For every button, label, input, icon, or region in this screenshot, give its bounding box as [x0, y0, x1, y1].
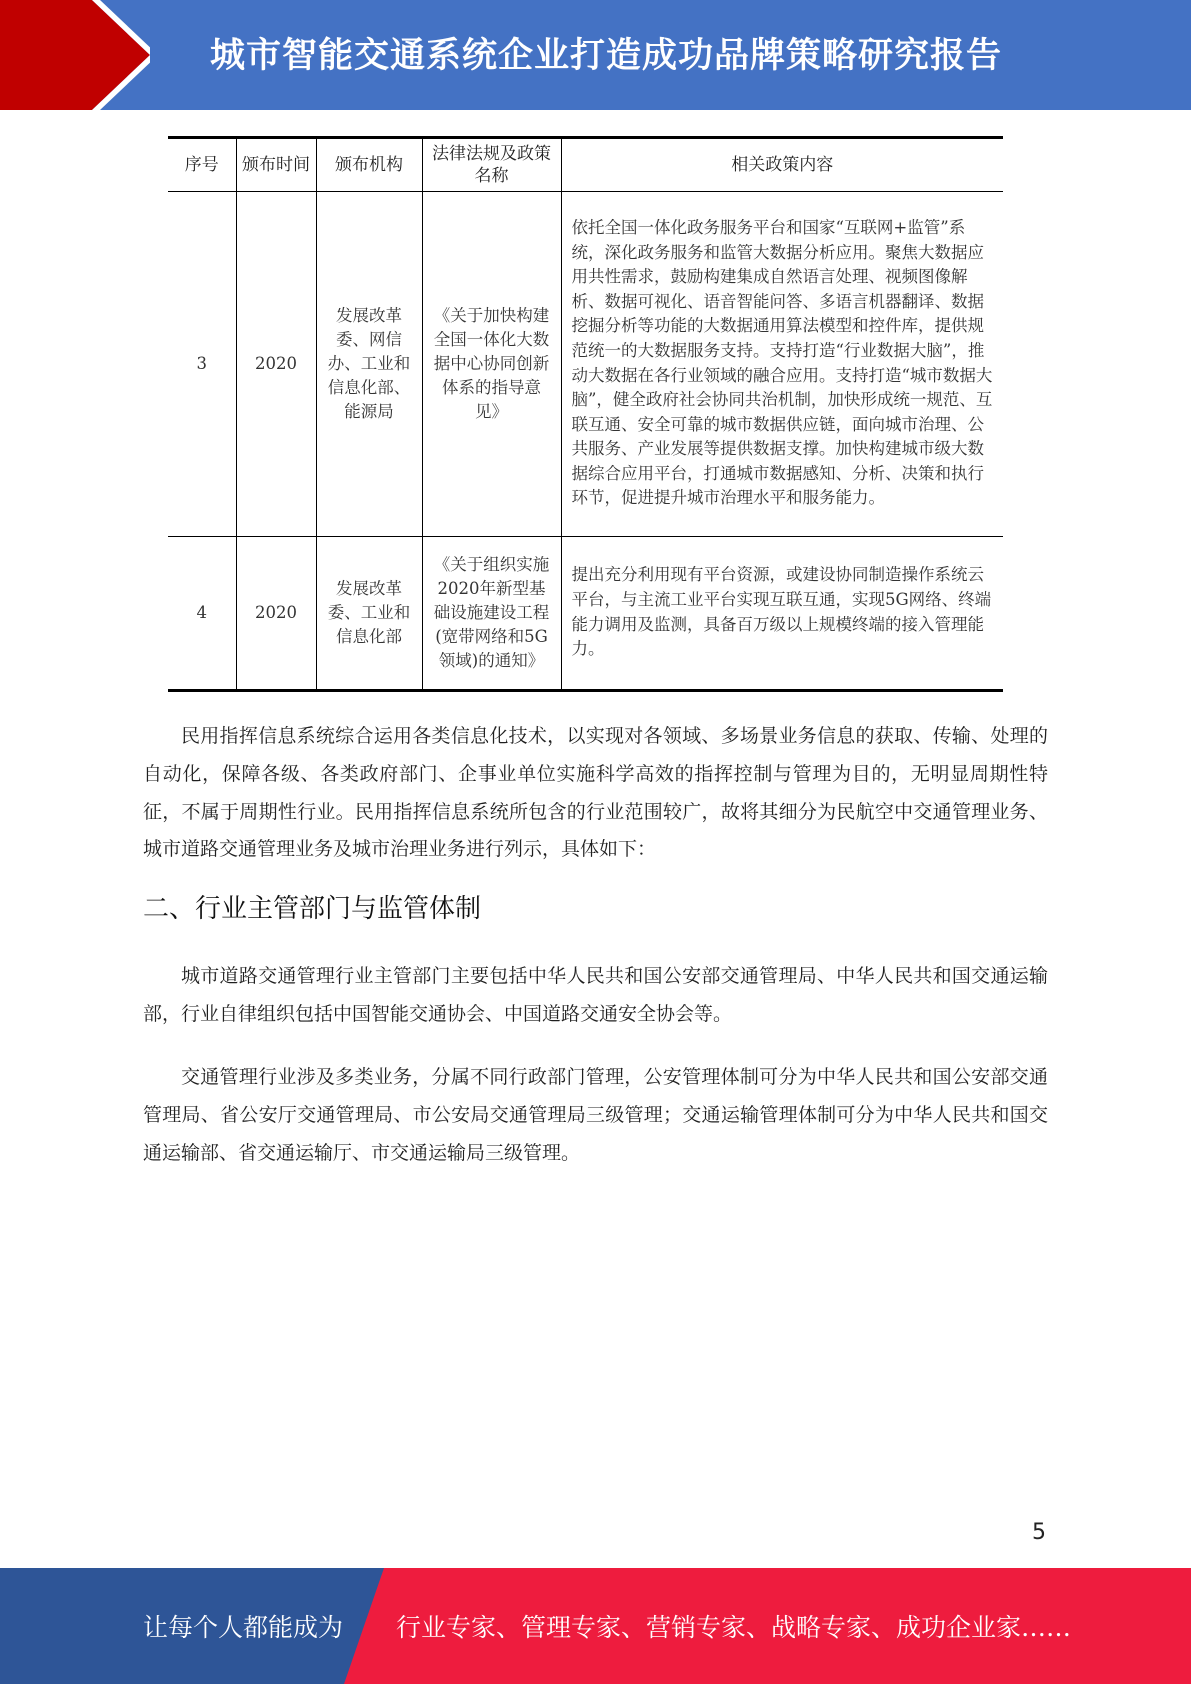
cell-year: 2020: [236, 192, 316, 537]
cell-policy-content: 提出充分利用现有平台资源，或建设协同制造操作系统云平台，与主流工业平台实现互联互通，实现5G网络、终端能力调用及监测，具备百万级以上规模终端的接入管理能力。: [561, 537, 1003, 691]
body-paragraph: 民用指挥信息系统综合运用各类信息化技术，以实现对各领域、多场景业务信息的获取、传输、处理的自动化，保障各级、各类政府部门、企事业单位实施科学高效的指挥控制与管理为目的，无明显周期性特征，不属于周期性行业。民用指挥信息系统所包含的行业范围较广，故将其细分为民航空中交通管理业务、城市道路交通管理业务及城市治理业务进行列示，具体如下：: [143, 725, 1048, 861]
cell-year: 2020: [236, 537, 316, 691]
body-paragraph: 城市道路交通管理行业主管部门主要包括中华人民共和国公安部交通管理局、中华人民共和国交通运输部，行业自律组织包括中国智能交通协会、中国道路交通安全协会等。: [143, 965, 1048, 1025]
col-header-no: 序号: [168, 138, 236, 192]
table-row: [168, 192, 1003, 537]
body-paragraph: 交通管理行业涉及多类业务，分属不同行政部门管理，公安管理体制可分为中华人民共和国公安部交通管理局、省公安厅交通管理局、市公安局交通管理局三级管理；交通运输管理体制可分为中华人民共和国交通运输部、省交通运输厅、市交通运输局三级管理。: [143, 1066, 1048, 1164]
policy-table: [168, 136, 1003, 692]
cell-agency: 发展改革委、网信办、工业和信息化部、能源局: [316, 192, 422, 537]
col-header-year: 颁布时间: [236, 138, 316, 192]
page-footer: [0, 1568, 1191, 1684]
col-header-agency: 颁布机构: [316, 138, 422, 192]
cell-policy-content: 依托全国一体化政务服务平台和国家“互联网+监管”系统，深化政务服务和监管大数据分析应用。聚焦大数据应用共性需求，鼓励构建集成自然语言处理、视频图像解析、数据可视化、语音智能问答、多语言机器翻译、数据挖掘分析等功能的大数据通用算法模型和控件库，提供规范统一的大数据服务支持。支持打造“行业数据大脑”，推动大数据在各行业领域的融合应用。支持打造“城市数据大脑”，健全政府社会协同共治机制，加快形成统一规范、互联互通、安全可靠的城市数据供应链，面向城市治理、公共服务、产业发展等提供数据支撑。加快构建城市级大数据综合应用平台，打通城市数据感知、分析、决策和执行环节，促进提升城市治理水平和服务能力。: [561, 192, 1003, 537]
cell-policy-name: 《关于组织实施2020年新型基础设施建设工程(宽带网络和5G领域)的通知》: [422, 537, 561, 691]
cell-no: 3: [168, 192, 236, 537]
col-header-name: 法律法规及政策名称: [422, 138, 561, 192]
page-header: [0, 0, 1191, 110]
cell-policy-name: 《关于加快构建全国一体化大数据中心协同创新体系的指导意见》: [422, 192, 561, 537]
page-number: 5: [1032, 1520, 1046, 1545]
col-header-content: 相关政策内容: [561, 138, 1003, 192]
table-header-row: [168, 138, 1003, 192]
footer-slogan-left: 让每个人都能成为: [143, 1613, 344, 1642]
section-heading: 二、行业主管部门与监管体制: [143, 894, 482, 924]
header-red-chevron: [0, 0, 150, 110]
cell-no: 4: [168, 537, 236, 691]
footer-slogan-right: 行业专家、管理专家、营销专家、战略专家、成功企业家……: [396, 1613, 1072, 1642]
report-title: 城市智能交通系统企业打造成功品牌策略研究报告: [210, 36, 1003, 76]
table-row: [168, 537, 1003, 691]
cell-agency: 发展改革委、工业和信息化部: [316, 537, 422, 691]
